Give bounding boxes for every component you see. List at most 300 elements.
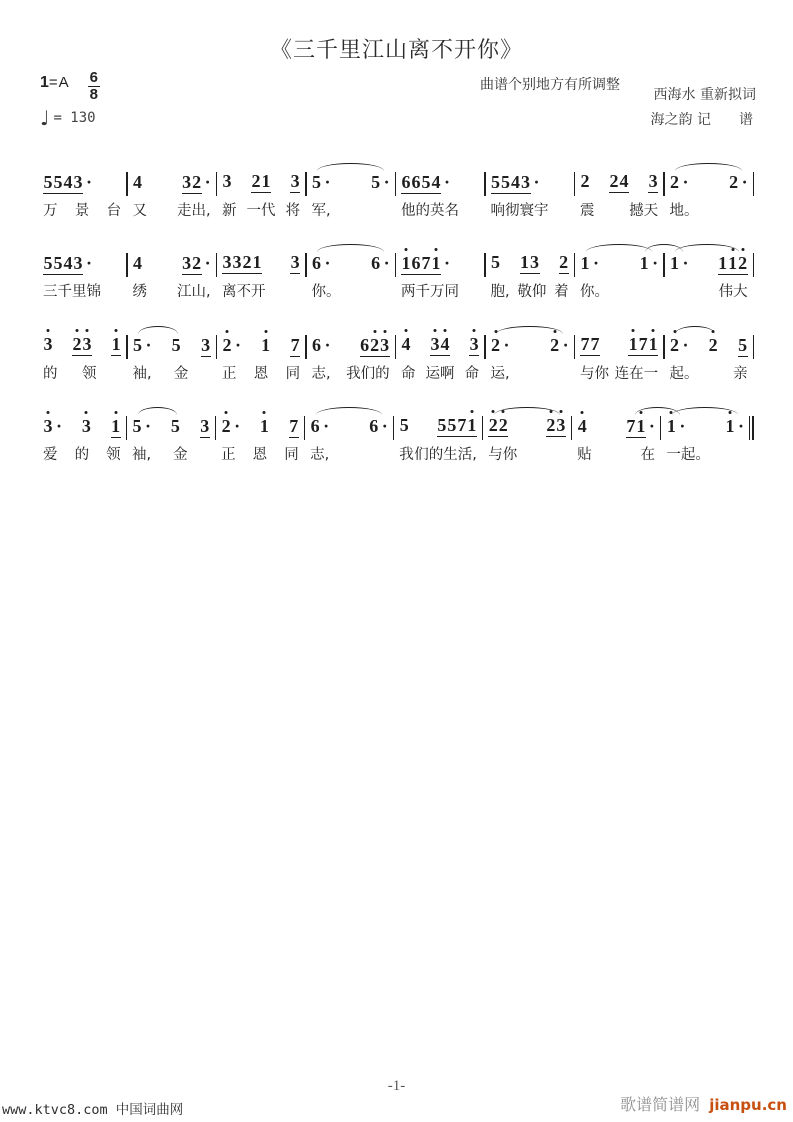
note-group — [310, 416, 329, 437]
note-digits — [550, 336, 560, 356]
note-digit: 1 — [261, 171, 271, 191]
score-system — [38, 323, 754, 383]
notes-row — [312, 253, 390, 277]
note-digit: 7 — [457, 415, 467, 436]
augmentation-dot: · — [737, 416, 744, 437]
notes-row — [43, 416, 121, 440]
augmentation-dot: · — [679, 416, 686, 437]
note-digits — [371, 254, 381, 274]
note-group — [132, 416, 151, 437]
lyrics-row — [312, 366, 390, 383]
augmentation-dot: · — [652, 253, 659, 274]
lyrics-row — [666, 447, 744, 464]
notes-row — [401, 253, 479, 277]
beamed-note-group — [437, 416, 477, 437]
jianpu-site-domain[interactable]: jianpu.cn — [709, 1096, 787, 1114]
note-digits — [132, 417, 142, 437]
augmentation-dot: · — [383, 253, 390, 274]
note-digit: 1 — [467, 415, 477, 436]
note-group — [182, 172, 211, 194]
measure — [217, 323, 305, 383]
note-digit: 3 — [290, 171, 300, 191]
note-digits — [577, 417, 587, 437]
note-group — [43, 335, 53, 355]
page-number: -1- — [387, 1078, 406, 1094]
barline — [753, 335, 754, 359]
notes-row — [222, 172, 300, 196]
lyric-syllable: 袖, — [132, 365, 152, 382]
lyrics-row — [491, 366, 569, 383]
notes-row — [222, 253, 300, 277]
lyric-syllable: 金 — [173, 365, 189, 382]
lyric-syllable: 景 — [74, 203, 90, 219]
note-group — [43, 253, 92, 275]
key-value: =A — [48, 74, 70, 91]
note-digit: 1 — [666, 416, 676, 437]
notes-row — [401, 172, 479, 196]
lyric-syllable: 运, — [490, 365, 510, 382]
lyric-syllable: 绣 — [132, 284, 147, 301]
note-digit: 3 — [469, 333, 479, 354]
notes-row — [43, 172, 121, 196]
note-digits — [399, 416, 409, 436]
beamed-note-group — [290, 336, 300, 357]
note-digits — [133, 173, 143, 193]
beamed-note-group — [626, 417, 646, 438]
beamed-note-group — [430, 335, 450, 356]
note-digit: 3 — [530, 252, 540, 273]
lyrics-row — [312, 203, 390, 220]
note-digit: 5 — [501, 172, 510, 192]
lyric-syllable: 江山, — [177, 284, 211, 301]
note-digit: 1 — [252, 252, 262, 273]
augmentation-dot: · — [56, 416, 63, 437]
note-digit: 6 — [371, 253, 381, 274]
augmentation-dot: · — [562, 334, 569, 355]
lyric-syllable: 又 — [132, 203, 147, 219]
note-digit: 3 — [201, 334, 211, 355]
measure — [307, 323, 395, 383]
note-group — [670, 335, 689, 356]
quarter-note-icon: ♩ — [40, 106, 50, 130]
note-digit: 1 — [261, 334, 271, 355]
measure — [396, 241, 484, 301]
note-digits — [729, 173, 739, 193]
note-digit: 5 — [437, 415, 447, 436]
note-digit: 5 — [171, 334, 181, 355]
note-digits — [708, 336, 718, 356]
note-digit: 1 — [718, 253, 728, 274]
note-digit: 1 — [111, 333, 121, 354]
notes-row — [310, 416, 388, 440]
tempo-value: = 130 — [53, 110, 96, 126]
lyric-syllable: 敬仰 — [517, 284, 547, 301]
note-digit: 7 — [290, 334, 300, 355]
beamed-note-group — [290, 172, 300, 193]
barline — [753, 253, 754, 277]
notes-row — [133, 253, 211, 277]
note-digit: 5 — [738, 334, 748, 355]
beamed-note-group — [580, 335, 600, 356]
note-group — [401, 335, 411, 355]
note-digits — [43, 335, 53, 355]
note-digit: 5 — [43, 253, 53, 274]
note-group — [133, 173, 143, 193]
lyrics-row — [43, 366, 121, 383]
lyrics-row — [43, 284, 121, 301]
note-group — [290, 336, 300, 357]
lyrics-row — [222, 203, 300, 220]
beamed-note-group — [289, 417, 299, 438]
note-digits — [491, 336, 501, 356]
note-digit: 3 — [43, 333, 53, 354]
lyric-syllable: 伟大 — [718, 284, 748, 301]
lyric-syllable: 同 — [285, 365, 301, 382]
note-group — [399, 416, 409, 436]
lyrics-row — [43, 203, 121, 220]
transcriber-credit: 海之韵 记 谱 — [650, 112, 753, 128]
lyrics-row — [491, 284, 569, 301]
note-digit: 4 — [63, 172, 73, 192]
lyric-syllable: 贴 — [577, 447, 592, 464]
note-digit: 7 — [580, 333, 590, 354]
note-digit: 1 — [725, 416, 735, 437]
note-digits — [670, 173, 680, 193]
note-digit: 1 — [670, 253, 679, 274]
lyrics-row — [580, 203, 658, 220]
measure — [38, 160, 126, 220]
note-digit: 3 — [380, 334, 390, 355]
note-digit: 5 — [491, 172, 500, 192]
lyric-syllable: 两千万同 — [401, 284, 459, 301]
note-group — [670, 172, 689, 193]
note-digit: 3 — [648, 171, 658, 191]
measure — [216, 404, 304, 464]
slur-arc — [672, 407, 738, 415]
notes-row — [666, 416, 744, 440]
augmentation-dot: · — [204, 172, 211, 192]
note-digits — [312, 173, 322, 193]
note-group — [401, 172, 450, 194]
beamed-note-group — [401, 173, 441, 194]
note-group — [648, 172, 658, 193]
lyrics-row — [133, 366, 211, 383]
note-digit: 2 — [738, 253, 748, 274]
notes-row — [580, 335, 658, 359]
note-digits — [312, 336, 322, 356]
note-digit: 5 — [371, 172, 381, 192]
note-digits — [171, 336, 181, 356]
lyric-syllable: 袖, — [132, 447, 152, 464]
note-digits — [81, 417, 91, 437]
note-digit: 5 — [170, 416, 180, 437]
measure — [396, 323, 484, 383]
note-digit: 5 — [491, 252, 500, 273]
lyrics-row — [401, 366, 479, 383]
note-digit: 1 — [111, 416, 121, 437]
note-digit: 3 — [222, 171, 232, 191]
augmentation-dot: · — [324, 334, 331, 355]
augmentation-dot: · — [86, 172, 93, 192]
note-group — [639, 253, 658, 274]
augmentation-dot: · — [235, 334, 242, 355]
beamed-note-group — [559, 253, 569, 274]
note-group — [290, 253, 300, 274]
note-digit: 6 — [312, 334, 321, 355]
beamed-note-group — [718, 254, 748, 275]
notes-row — [133, 172, 211, 196]
note-group — [371, 253, 390, 274]
note-digit: 7 — [638, 333, 648, 354]
measure — [128, 160, 216, 220]
measure — [394, 404, 482, 464]
beamed-note-group — [648, 172, 658, 193]
lyric-syllable: 正 — [222, 365, 237, 382]
note-digits — [666, 417, 676, 437]
note-group — [626, 416, 655, 438]
lyrics-row — [491, 203, 569, 220]
slur-arc — [316, 407, 382, 415]
time-signature — [88, 70, 100, 103]
lyrics-row — [580, 284, 658, 301]
lyrics-row — [401, 203, 479, 220]
lyric-syllable: 正 — [221, 447, 236, 464]
note-group — [312, 253, 331, 274]
note-digit: 2 — [192, 172, 202, 192]
note-digit: 2 — [488, 415, 498, 436]
note-digit: 3 — [200, 416, 210, 437]
lyric-syllable: 离不开 — [222, 284, 266, 301]
lyric-syllable: 爱 — [43, 447, 58, 464]
note-group — [81, 417, 91, 437]
note-digit: 6 — [411, 253, 421, 274]
note-group — [401, 253, 450, 275]
lyric-syllable: 金 — [173, 447, 188, 464]
lyric-syllable: 连在一 — [614, 365, 659, 382]
note-group — [670, 253, 689, 274]
lyric-syllable: 走出, — [177, 203, 211, 219]
augmentation-dot: · — [444, 172, 451, 192]
augmentation-dot: · — [533, 172, 540, 192]
lyric-syllable: 一代 — [246, 203, 276, 219]
notes-row — [491, 172, 569, 196]
notes-row — [133, 335, 211, 359]
note-group — [708, 336, 718, 356]
beamed-note-group — [200, 417, 210, 438]
note-digit: 4 — [577, 416, 587, 437]
augmentation-dot: · — [145, 334, 152, 355]
note-digit: 6 — [312, 253, 321, 274]
lyric-syllable: 响彻寰宇 — [490, 203, 549, 219]
note-group — [577, 417, 587, 437]
beamed-note-group — [72, 335, 92, 356]
note-group — [437, 416, 477, 437]
beamed-note-group — [222, 253, 262, 274]
note-group — [469, 335, 479, 356]
lyric-syllable: 同 — [284, 447, 299, 464]
adjustment-note: 曲谱个别地方有所调整 — [480, 77, 620, 93]
note-group — [222, 253, 262, 274]
score — [38, 160, 754, 486]
lyric-syllable: 志, — [310, 447, 330, 464]
lyric-syllable: 地。 — [669, 203, 699, 219]
note-group — [488, 416, 508, 437]
note-group — [360, 336, 390, 357]
notes-row — [43, 253, 121, 277]
note-digits — [261, 336, 271, 356]
beamed-note-group — [182, 173, 202, 194]
note-digits — [43, 417, 53, 437]
lyric-syllable: 领 — [106, 447, 121, 464]
lyrics-row — [401, 284, 479, 301]
lyric-syllable: 亲 — [733, 365, 748, 382]
notes-row — [491, 335, 569, 359]
note-group — [580, 335, 600, 356]
lyrics-row — [488, 447, 566, 464]
augmentation-dot: · — [383, 172, 390, 192]
note-digit: 5 — [43, 172, 53, 192]
note-digit: 2 — [670, 172, 679, 192]
note-digit: 1 — [580, 253, 590, 274]
jianpu-site-link[interactable] — [620, 1092, 787, 1115]
augmentation-dot: · — [682, 253, 689, 274]
ktvc8-site-link[interactable]: www.ktvc8.com 中国词曲网 — [2, 1102, 184, 1118]
note-digit: 2 — [559, 252, 569, 273]
measure — [486, 241, 574, 301]
lyric-syllable: 你。 — [311, 284, 341, 301]
notes-row — [399, 416, 477, 440]
note-digit: 4 — [431, 172, 441, 192]
beamed-note-group — [251, 172, 271, 193]
notes-row — [670, 335, 748, 359]
notes-row — [401, 335, 479, 359]
beamed-note-group — [360, 336, 390, 357]
note-group — [559, 253, 569, 274]
lyric-syllable: 与你 — [488, 447, 518, 464]
note-digits — [725, 417, 735, 437]
lyric-syllable: 将 — [285, 203, 301, 219]
lyrics-row — [670, 284, 748, 301]
measure — [38, 404, 126, 464]
augmentation-dot: · — [444, 253, 451, 274]
note-group — [725, 416, 744, 437]
augmentation-dot: · — [145, 416, 152, 437]
note-group — [171, 336, 181, 356]
note-group — [491, 335, 510, 356]
note-digit: 1 — [401, 253, 411, 274]
note-digit: 5 — [447, 415, 457, 436]
notes-row — [577, 416, 655, 440]
note-digits — [310, 417, 320, 437]
final-barline — [749, 416, 754, 440]
note-digit: 4 — [401, 333, 411, 354]
note-group — [312, 172, 331, 193]
note-digit: 7 — [421, 253, 431, 274]
note-digits — [222, 172, 232, 192]
measure — [396, 160, 484, 220]
lyrics-row — [133, 284, 211, 301]
note-group — [72, 335, 92, 356]
note-digit: 3 — [521, 172, 530, 192]
note-digit: 2 — [670, 334, 679, 355]
measure — [217, 160, 305, 220]
note-digit: 6 — [401, 172, 411, 192]
note-digit: 2 — [609, 171, 619, 191]
lyrics-row — [222, 284, 300, 301]
augmentation-dot: · — [648, 416, 655, 437]
notes-row — [312, 172, 390, 196]
note-digit: 5 — [53, 253, 63, 274]
slur-arc — [675, 244, 738, 252]
note-digit: 2 — [242, 252, 252, 273]
augmentation-dot: · — [324, 253, 331, 274]
note-digits — [259, 417, 269, 437]
lyrics-row — [221, 447, 299, 464]
note-digit: 2 — [580, 171, 590, 191]
note-group — [371, 172, 390, 193]
note-digit: 1 — [648, 333, 658, 354]
note-group — [133, 254, 143, 274]
note-group — [718, 254, 748, 275]
note-digit: 2 — [550, 334, 560, 355]
note-group — [251, 172, 271, 193]
note-group — [580, 253, 599, 274]
lyric-syllable: 震 — [580, 203, 595, 219]
note-group — [200, 417, 210, 438]
beamed-note-group — [182, 254, 202, 275]
note-digit: 3 — [73, 172, 83, 192]
lyrics-row — [580, 366, 658, 383]
lyric-syllable: 一起。 — [666, 447, 710, 464]
note-digit: 4 — [63, 253, 73, 274]
meter-denominator: 8 — [89, 85, 99, 103]
lyric-syllable: 志, — [311, 365, 331, 382]
lyrics-row — [222, 366, 300, 383]
note-group — [666, 416, 685, 437]
note-digits — [639, 254, 649, 274]
score-system — [38, 404, 754, 464]
beamed-note-group — [201, 336, 211, 357]
notes-row — [312, 335, 390, 359]
note-digit: 2 — [708, 334, 718, 355]
notes-row — [580, 253, 658, 277]
slur-arc — [494, 407, 560, 415]
note-digit: 3 — [232, 252, 242, 273]
beamed-note-group — [469, 335, 479, 356]
note-group — [261, 336, 271, 356]
augmentation-dot: · — [593, 253, 600, 274]
lyric-syllable: 新 — [222, 203, 237, 219]
note-digit: 2 — [491, 334, 500, 355]
measure — [217, 241, 305, 301]
lyrics-row — [43, 447, 121, 464]
lyric-syllable: 着 — [554, 284, 569, 301]
note-digit: 7 — [289, 416, 299, 437]
note-digits — [371, 173, 381, 193]
lyric-syllable: 台 — [106, 203, 122, 219]
beamed-note-group — [290, 253, 300, 274]
note-digit: 5 — [53, 172, 63, 192]
note-group — [369, 416, 388, 437]
beamed-note-group — [43, 254, 83, 275]
lyric-syllable: 我们的 — [346, 365, 390, 382]
note-digit: 6 — [310, 416, 320, 437]
note-group — [259, 417, 269, 437]
lyric-syllable: 领 — [82, 365, 97, 382]
augmentation-dot: · — [682, 334, 689, 355]
lyric-syllable: 起。 — [669, 365, 699, 382]
note-digit: 6 — [360, 334, 370, 355]
